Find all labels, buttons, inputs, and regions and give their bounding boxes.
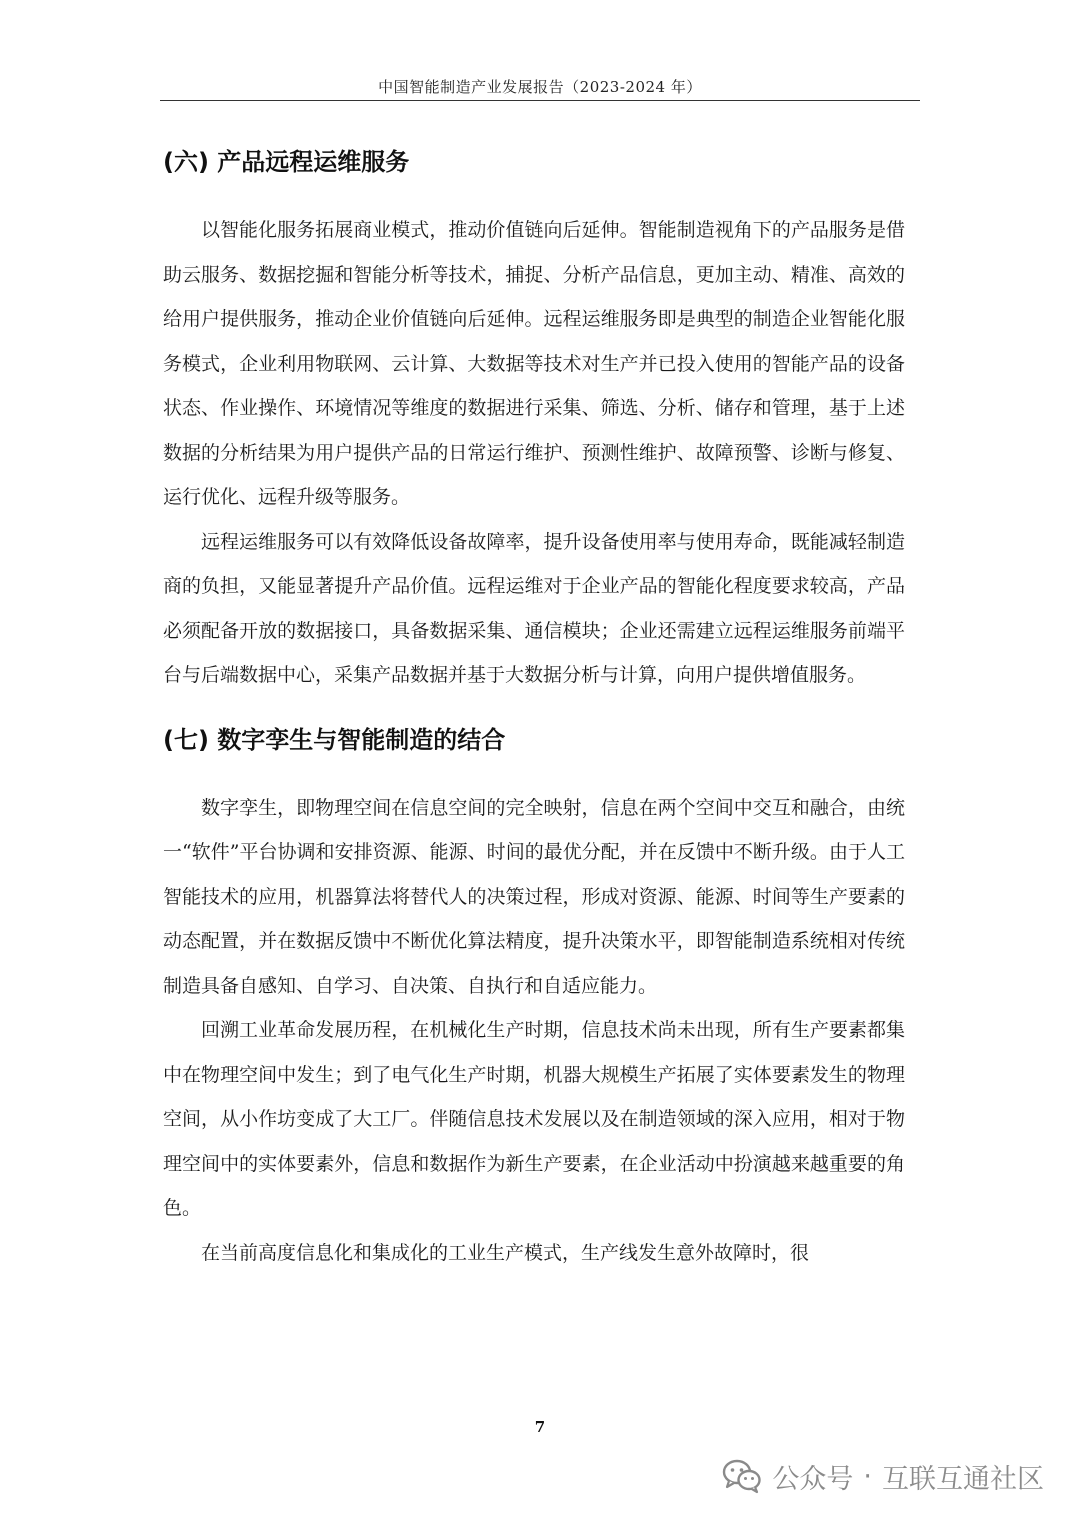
watermark-separator: · (863, 1460, 872, 1492)
page-body (163, 138, 905, 1275)
paragraph: 远程运维服务可以有效降低设备故障率，提升设备使用率与使用寿命，既能减轻制造商的负担，又能显著提升产品价值。远程运维对于企业产品的智能化程度要求较高，产品必须配备开放的数据接口，具备数据采集、通信模块；企业还需建立远程运维服务前端平台与后端数据中心，采集产品数据并基于大数据分析与计算，向用户提供增值服务。 (163, 530, 905, 686)
watermark-account: 互联互通社区 (882, 1463, 1044, 1495)
paragraph: 回溯工业革命发展历程，在机械化生产时期，信息技术尚未出现，所有生产要素都集中在物理空间中发生；到了电气化生产时期，机器大规模生产拓展了实体要素发生的物理空间，从小作坊变成了大工厂。伴随信息技术发展以及在制造领域的深入应用，相对于物理空间中的实体要素外，信息和数据作为新生产要素，在企业活动中扮演越来越重要的角色。 (163, 1019, 905, 1219)
wechat-icon (722, 1458, 762, 1494)
paragraph: 数字孪生，即物理空间在信息空间的完全映射，信息在两个空间中交互和融合，由统一“软件”平台协调和安排资源、能源、时间的最优分配，并在反馈中不断升级。由于人工智能技术的应用，机器算法将替代人的决策过程，形成对资源、能源、时间等生产要素的动态配置，并在数据反馈中不断优化算法精度，提升决策水平，即智能制造系统相对传统制造具备自感知、自学习、自决策、自执行和自适应能力。 (163, 796, 905, 997)
paragraph: 在当前高度信息化和集成化的工业生产模式，生产线发生意外故障时，很 (201, 1241, 810, 1264)
running-header: 中国智能制造产业发展报告（2023-2024 年） (378, 78, 702, 96)
wechat-watermark (722, 1454, 1044, 1498)
section-heading-6: (六) 产品远程运维服务 (163, 148, 410, 176)
section-heading-7: (七) 数字孪生与智能制造的结合 (163, 725, 506, 754)
page-number: 7 (534, 1418, 546, 1436)
paragraph: 以智能化服务拓展商业模式，推动价值链向后延伸。智能制造视角下的产品服务是借助云服务、数据挖掘和智能分析等技术，捕捉、分析产品信息，更加主动、精准、高效的给用户提供服务，推动企业价值链向后延伸。远程运维服务即是典型的制造企业智能化服务模式，企业利用物联网、云计算、大数据等技术对生产并已投入使用的智能产品的设备状态、作业操作、环境情况等维度的数据进行采集、筛选、分析、储存和管理，基于上述数据的分析结果为用户提供产品的日常运行维护、预测性维护、故障预警、诊断与修复、运行优化、远程升级等服务。 (163, 219, 905, 508)
header-divider (160, 100, 920, 101)
watermark-label: 公众号 (772, 1463, 854, 1495)
